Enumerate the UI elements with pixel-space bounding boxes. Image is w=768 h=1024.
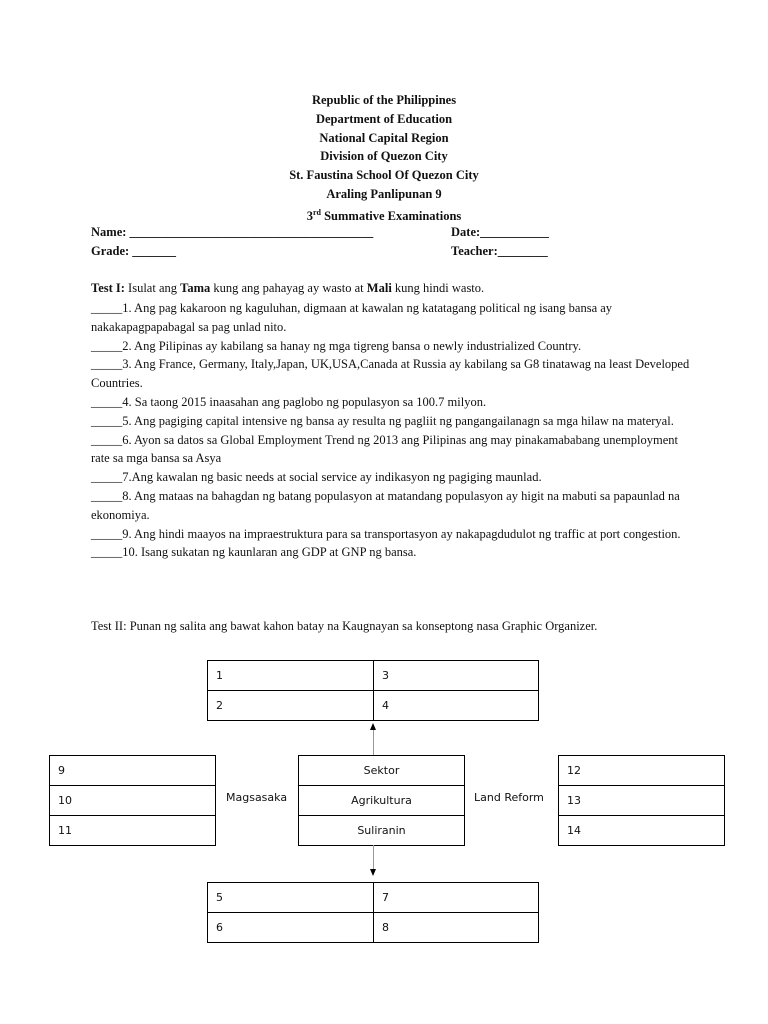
test1-instr-a: Isulat ang xyxy=(124,281,181,295)
test1-instr-c: kung hindi wasto. xyxy=(391,281,485,295)
arrow-up-icon xyxy=(370,723,376,730)
name-field[interactable]: Name: _______________________________________ xyxy=(91,225,374,239)
header-line-school: St. Faustina School Of Quezon City xyxy=(289,168,479,183)
label-land-reform: Land Reform xyxy=(474,791,544,804)
blank-box-9[interactable]: 9 xyxy=(50,756,216,786)
blank-box-13[interactable]: 13 xyxy=(559,786,725,816)
connector-up-line xyxy=(373,727,374,755)
blank-box-2[interactable]: 2 xyxy=(208,691,374,721)
blank-box-6[interactable]: 6 xyxy=(208,913,374,943)
test1-item: _____4. Sa taong 2015 inaasahan ang paglobo ng populasyon sa 100.7 milyon. xyxy=(91,394,487,409)
blank-box-4[interactable]: 4 xyxy=(374,691,539,721)
label-magsasaka: Magsasaka xyxy=(226,791,288,804)
mali-word: Mali xyxy=(366,281,392,295)
header-line-deped: Department of Education xyxy=(315,111,453,126)
right-box-table xyxy=(558,755,725,846)
blank-box-3[interactable]: 3 xyxy=(374,661,539,691)
blank-box-7[interactable]: 7 xyxy=(374,883,539,913)
test1-items xyxy=(91,299,691,562)
test1-item: _____6. Ayon sa datos sa Global Employment Trend ng 2013 ang Pilipinas ang may pinakamababang unemployment rate sa mga bansa sa Asya xyxy=(91,432,678,466)
date-field[interactable]: Date:___________ xyxy=(451,225,549,239)
test1-item: _____7.Ang kawalan ng basic needs at social service ay indikasyon ng pagiging maunlad. xyxy=(91,470,542,485)
tama-word: Tama xyxy=(180,281,211,295)
test1-item: _____1. Ang pag kakaroon ng kaguluhan, digmaan at kawalan ng katatagang political ng isang bansa ay nakakapagpapabagal sa pag unlad nito. xyxy=(91,301,613,334)
test1-item: _____3. Ang France, Germany, Italy,Japan, UK,USA,Canada at Russia ay kabilang sa G8 tinatawag na least Developed Countries. xyxy=(91,357,690,391)
blank-box-11[interactable]: 11 xyxy=(50,816,216,846)
document-header xyxy=(0,91,768,223)
grade-field[interactable]: Grade: _______ xyxy=(91,244,177,258)
top-box-table xyxy=(207,660,539,721)
center-box-sektor: Sektor xyxy=(299,756,465,786)
test1-instruction xyxy=(91,281,484,296)
arrow-down-icon xyxy=(370,869,376,876)
test1-item: _____10. Isang sukatan ng kaunlaran ang GDP at GNP ng bansa. xyxy=(91,545,417,560)
blank-box-1[interactable]: 1 xyxy=(208,661,374,691)
header-line-division: Division of Quezon City xyxy=(320,149,448,164)
test1-item: _____8. Ang mataas na bahagdan ng batang populasyon at matandang populasyon ay higit na mabuti sa papaunlad na ekonomiya. xyxy=(91,488,680,522)
header-line-subject: Araling Panlipunan 9 xyxy=(326,186,442,201)
test1-item: _____2. Ang Pilipinas ay kabilang sa hanay ng mga tigreng bansa o newly industrialized Country. xyxy=(91,338,582,353)
header-line-republic: Republic of the Philippines xyxy=(311,93,457,107)
bottom-box-table xyxy=(207,882,539,943)
exam-ordinal: rd xyxy=(312,207,321,217)
blank-box-10[interactable]: 10 xyxy=(50,786,216,816)
exam-title: Summative Examinations xyxy=(320,208,462,223)
header-line-region: National Capital Region xyxy=(319,130,449,145)
center-box-agrikultura: Agrikultura xyxy=(299,786,465,816)
blank-box-8[interactable]: 8 xyxy=(374,913,539,943)
test1-item: _____5. Ang pagiging capital intensive ng bansa ay resulta ng pagliit ng pangangailanagn sa mga hilaw na materyal. xyxy=(91,413,674,428)
test1-label: Test I: xyxy=(91,281,125,295)
blank-box-12[interactable]: 12 xyxy=(559,756,725,786)
test2-instruction: Test II: Punan ng salita ang bawat kahon batay na Kaugnayan sa konseptong nasa Graphic Organizer. xyxy=(91,619,598,633)
center-box-table xyxy=(298,755,465,846)
center-box-suliranin: Suliranin xyxy=(299,816,465,846)
teacher-field[interactable]: Teacher:________ xyxy=(451,244,548,258)
left-box-table xyxy=(49,755,216,846)
exam-number: 3 xyxy=(306,208,313,223)
blank-box-14[interactable]: 14 xyxy=(559,816,725,846)
connector-down-line xyxy=(373,845,374,870)
test1-item: _____9. Ang hindi maayos na impraestruktura para sa transportasyon ay nakapagdudulot ng traffic at port congestion. xyxy=(91,526,681,541)
test1-instr-b: kung ang pahayag ay wasto at xyxy=(210,281,367,295)
blank-box-5[interactable]: 5 xyxy=(208,883,374,913)
header-line-exam xyxy=(0,204,768,223)
